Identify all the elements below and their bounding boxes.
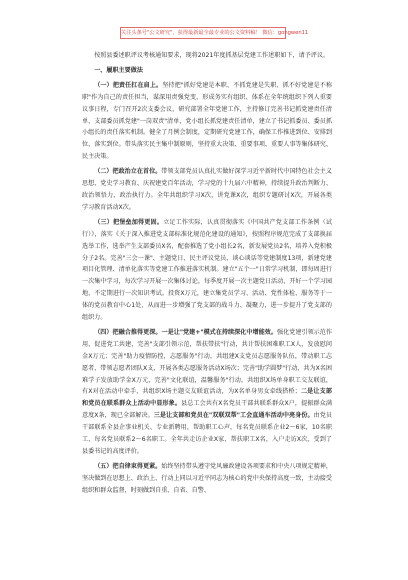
item-4-paragraph bbox=[82, 327, 332, 458]
item-1-heading: （一）把责任扛在肩上。 bbox=[94, 81, 163, 89]
item-4-point-1: 一是让"党建+"模式在持续深化中增能效。 bbox=[161, 328, 277, 336]
item-3-heading: （三）把堡垒加得更固。 bbox=[94, 218, 164, 226]
intro-paragraph: 按照县委述职评议考核通知要求，现将2021年度抓基层党建工作述职如下，请予评议。 bbox=[94, 52, 330, 59]
item-4-text-1: 强化党建引领示范作用，促进党工共建，完善"支部引领示范，帮扶带扶"行动，共计帮扶困难职工X人，发放慰问金X万元；完善"助力疫情防控，志愿服务"行动，共组建X支党员志愿服务队伍，带动职工志愿者、带领志愿者团队X支，开展各类志愿服务活动X场次；完善"助学圆梦"行动，共为X名困难学子发放助学金X万元，完善"文化联谊，温馨服务"行动，共组织X场单身职工交友联谊，有X对在活动中牵手，共组织X场主题交友联谊活动，为X名单身男女牵线搭桥； bbox=[82, 328, 333, 396]
item-5-paragraph bbox=[82, 461, 332, 497]
item-3-paragraph bbox=[82, 217, 332, 324]
promo-banner[interactable]: 关注头条号"公文研究"，获得最新最全最专业的公文资料稿！ 微信：gongwen11 bbox=[120, 27, 286, 39]
item-4-heading: （四）把融合推得更深。 bbox=[94, 328, 162, 336]
section-1-title: 一、履职主要做法 bbox=[94, 66, 143, 74]
item-4-text-3: 由党员干部联系全县企事业机关、专业新聘用，帮助职工心声，每名党员联系企业2～6家，10名职工，每名党员联系2～6名职工。全年共走访企业X家，帮扶职工X名，入户走访X次，受到了县委书记的高度评价。 bbox=[82, 412, 332, 455]
item-1-body: 坚持把"抓好党建是本职、不抓党建是失职、抓不好党建是不称职"作为自己的责任担当，谋深用责强党变，形成务实有组织、体系在全年统组织下列人重要议事日程，专门召开2次支委会议，研究部署全年党建工作，主持修订完善书记抓党建责任清单，支部委员抓党建"一岗双责"清单，党小组长抓党建责任清单，建立了书记抓委员、委员抓小组长的责任落实机制。健全了月例会制度，定期研究党建工作，确保工作推进到位、安排到位，落实到位。带头落实民主集中制原则，坚持重大决策、重要事项、重要人事等集体研究、民主决策。 bbox=[82, 81, 332, 161]
item-5-heading: （五）把自律束得更紧。 bbox=[94, 462, 162, 470]
item-2-heading: （二）把政治立在首位。 bbox=[94, 168, 162, 176]
item-4-point-3: 三是让支部和党员在"双联双帮"工会直通车活动中亮身份。 bbox=[153, 412, 314, 420]
item-4-text-2: 县总工会共有X名党员干部共联系群众X户，提振群众满意度X条，现已全部解决。 bbox=[82, 400, 332, 420]
document-body bbox=[82, 50, 332, 497]
item-3-body: 立足工作实际，认真贯彻落实《中国共产党支部工作条例（试行）》，落实《关于深入推进党支部标准化规范化建设的通知》，按照程序规范完成了支部换届选举工作，选举产生支部委员X名，配套推选了党小组长2名，新发展党员2名，培养入党积极分子2名。完善"三会一课"、主题党日、民主评议党员、谈心谈话等党建制度13项，新建党建项目化管理、清单化落实等党建工作推进落实机制。建立"五个一"日常学习机制，即每周进行一次集中学习，每次学习开展一次集体讨论，每季度开展一次主题党日活动，开好一个学习园地，不定期进行一次知识考试。投资X万元，建立集党员学习、活动、党性体检、服务等于一体的党员教育中心1处，从而进一步增强了党支部的战斗力、凝聚力，进一步提升了党支部的组织力。 bbox=[82, 218, 333, 322]
item-5-body: 始终坚持带头遵守党风廉政建设各项要求和中央八项规定精神，坚决做到在思想上、政治上、行动上同以习近平同志为核心的党中央保持高度一致，主动接受组织和群众监督，时刻做到自重、自省、自警、 bbox=[82, 462, 333, 494]
item-2-body: 带领支部党员认真扎实做好深学习近平新时代中国特色社会主义思想、党史学习教育、庆祝建党百年活动，学习党的十九届六中精神，持续提升政治判断力、政治领悟力、政治执行力。全年共组织学习X次，讲党课X次，组织专题研讨X次，开展各类学习教育活动X次。 bbox=[82, 168, 333, 211]
item-2-paragraph bbox=[82, 166, 332, 214]
item-4-point-2: 二是让支部和党员在联系群众上活动中显形象。 bbox=[82, 388, 333, 408]
item-1-paragraph bbox=[82, 80, 332, 163]
